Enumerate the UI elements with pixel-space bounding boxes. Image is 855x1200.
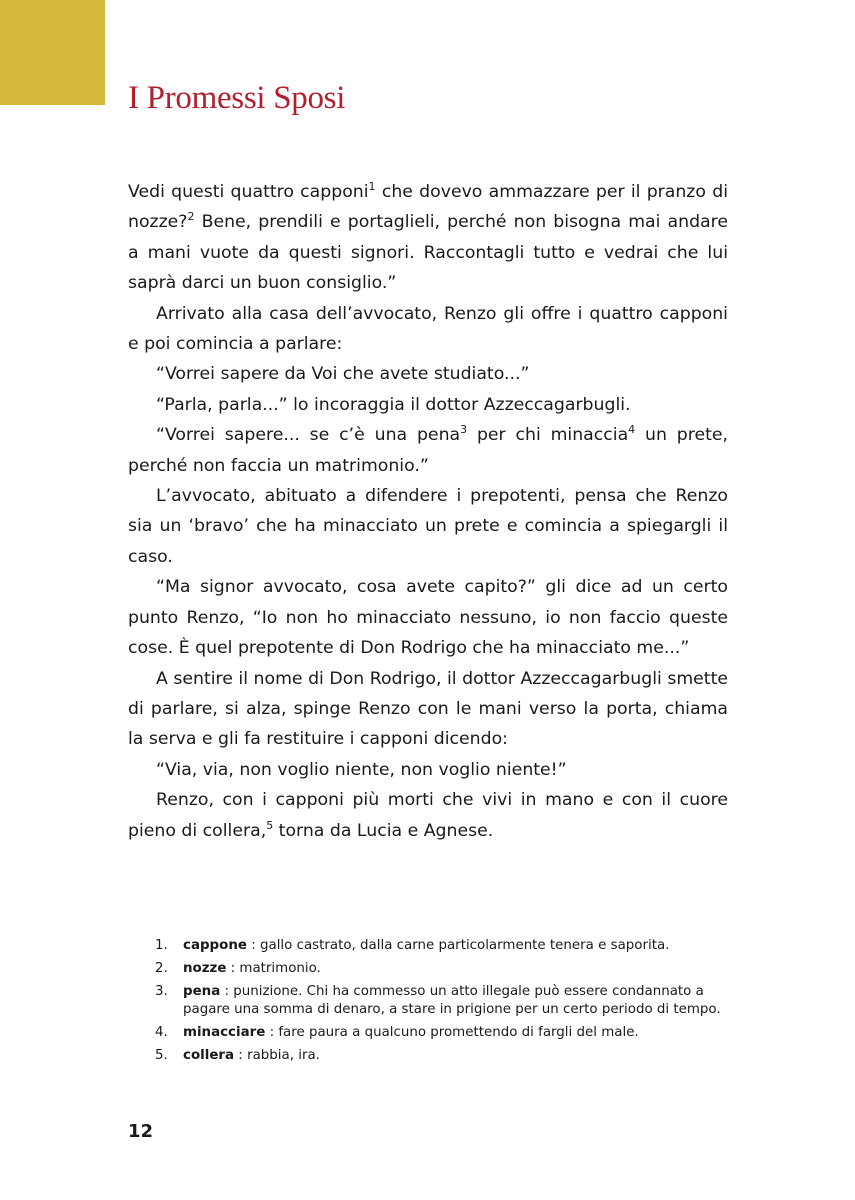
- text-run: un prete, perché non faccia un matrimonio.”: [128, 425, 728, 476]
- footnote-definition: : fare paura a qualcuno promettendo di fargli del male.: [265, 1025, 639, 1040]
- paragraph: A sentire il nome di Don Rodrigo, il dottor Azzeccagarbugli smette di parlare, si alza, spinge Renzo con le mani verso la porta, chiama la serva e gli fa restituire i capponi dicendo:: [128, 668, 728, 750]
- paragraph: “Via, via, non voglio niente, non voglio niente!”: [156, 759, 567, 780]
- text-run: torna da Lucia e Agnese.: [273, 820, 494, 841]
- footnote-definition: : rabbia, ira.: [234, 1048, 320, 1063]
- text-run: che dovevo ammazzare per il pranzo di nozze?: [128, 182, 728, 233]
- text-run: Renzo, con i capponi più morti che vivi in mano e con il cuore pieno di collera,: [128, 790, 728, 841]
- text-run: “Vorrei sapere... se c’è una pena: [156, 425, 461, 446]
- footnote-definition: : matrimonio.: [226, 961, 321, 976]
- footnote-term: minacciare: [183, 1025, 266, 1040]
- paragraph: L’avvocato, abituato a difendere i prepotenti, pensa che Renzo sia un ‘bravo’ che ha minacciato un prete e comincia a spiegargli il caso.: [128, 486, 728, 567]
- footnote-ref: 1: [368, 180, 376, 193]
- footnote-item: [155, 937, 735, 955]
- footnote-number: 4.: [155, 1025, 168, 1040]
- footnote-definition: : gallo castrato, dalla carne particolarmente tenera e saporita.: [246, 938, 670, 953]
- footnote-definition: : punizione. Chi ha commesso un atto illegale può essere condannato a pagare una somma di denaro, a stare in prigione per un certo periodo di tempo.: [183, 984, 721, 1017]
- footnotes-list: [155, 937, 735, 1070]
- text-run: Vedi questi quattro capponi: [128, 182, 369, 202]
- text-run: per chi minaccia: [467, 425, 629, 446]
- footnote-term: cappone: [183, 938, 247, 953]
- paragraph: “Vorrei sapere da Voi che avete studiato...”: [156, 364, 530, 385]
- book-title: I Promessi Sposi: [128, 80, 346, 116]
- footnote-term: nozze: [183, 961, 227, 976]
- footnote-ref: 4: [628, 423, 636, 437]
- footnote-number: 2.: [155, 961, 168, 976]
- paragraph: “Parla, parla...” lo incoraggia il dottor Azzeccagarbugli.: [156, 394, 631, 415]
- paragraph: Arrivato alla casa dell’avvocato, Renzo gli offre i quattro capponi e poi comincia a parlare:: [128, 303, 728, 355]
- paragraph: [128, 785, 728, 846]
- corner-color-block: [0, 0, 105, 105]
- page-number: 12: [128, 1121, 154, 1142]
- footnote-ref: 3: [460, 423, 468, 437]
- footnote-ref: 2: [187, 210, 195, 224]
- paragraph: [128, 420, 728, 481]
- footnote-item: [155, 1047, 735, 1065]
- footnote-item: [155, 1024, 735, 1042]
- text-run: Bene, prendili e portaglieli, perché non bisogna mai andare a mani vuote da questi signori. Raccontagli tutto e vedrai che lui saprà darci un buon consiglio.”: [128, 212, 728, 294]
- paragraph: [128, 177, 728, 299]
- story-text: [128, 177, 728, 846]
- footnote-number: 1.: [155, 938, 168, 953]
- footnote-item: [155, 983, 735, 1019]
- footnote-term: pena: [183, 984, 221, 999]
- footnote-number: 3.: [155, 984, 168, 999]
- paragraph: “Ma signor avvocato, cosa avete capito?” gli dice ad un certo punto Renzo, “Io non ho minacciato nessuno, io non faccio queste cose. È quel prepotente di Don Rodrigo che ha minacciato me...”: [128, 577, 728, 659]
- footnote-term: collera: [183, 1048, 235, 1063]
- footnote-item: [155, 960, 735, 978]
- footnote-number: 5.: [155, 1048, 168, 1063]
- footnote-ref: 5: [266, 818, 274, 832]
